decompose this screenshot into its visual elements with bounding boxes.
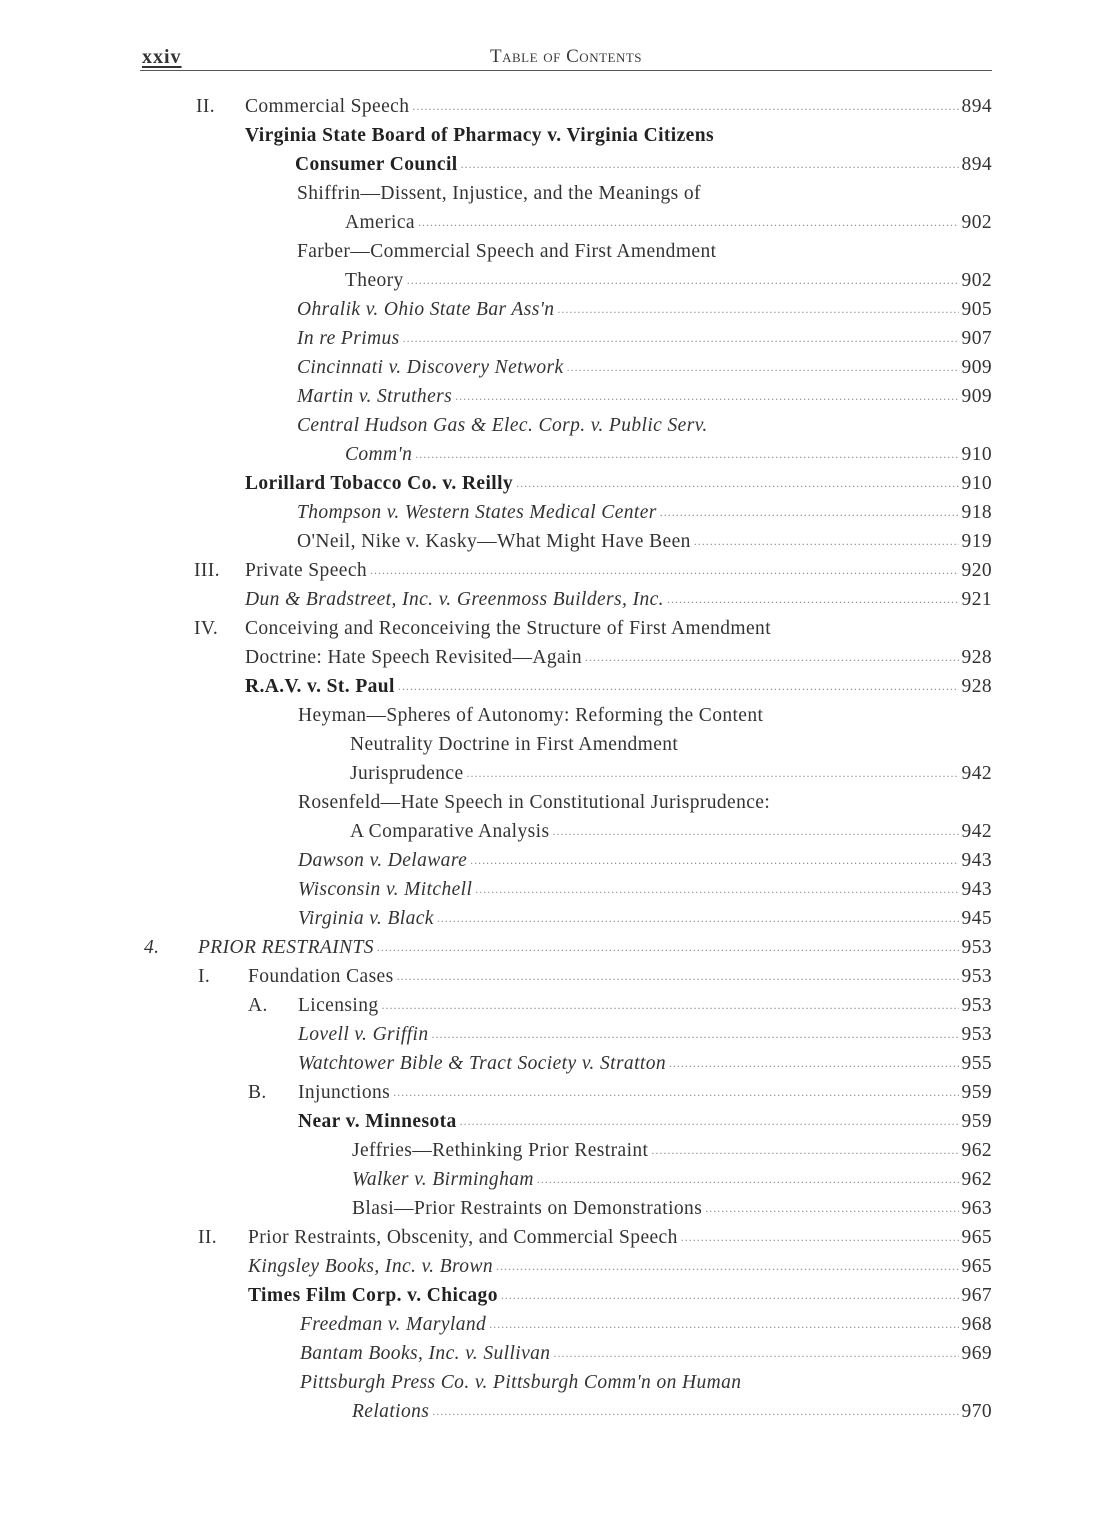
page-header bbox=[140, 42, 992, 72]
toc-entry-page: 965 bbox=[961, 1227, 992, 1248]
toc-entry-title: Lorillard Tobacco Co. v. Reilly bbox=[245, 473, 514, 494]
toc-entry-page: 918 bbox=[961, 502, 992, 523]
toc-entry-title: Doctrine: Hate Speech Revisited—Again bbox=[245, 647, 582, 668]
toc-entry-page: 959 bbox=[961, 1082, 992, 1103]
toc-entry bbox=[0, 498, 1120, 527]
dot-leader bbox=[461, 150, 959, 179]
toc-entry-page: 943 bbox=[961, 879, 992, 900]
toc-entry-number: II. bbox=[198, 1227, 218, 1248]
toc-entry-title: Consumer Council bbox=[295, 154, 458, 175]
toc-entry bbox=[0, 817, 1120, 846]
toc-entry-title: Jurisprudence bbox=[350, 763, 464, 784]
dot-leader bbox=[585, 643, 959, 672]
dot-leader bbox=[370, 556, 959, 585]
toc-entry bbox=[0, 701, 1120, 730]
toc-entry bbox=[0, 527, 1120, 556]
toc-entry bbox=[0, 556, 1120, 585]
toc-entry-title: R.A.V. v. St. Paul bbox=[245, 676, 395, 697]
toc-entry bbox=[0, 469, 1120, 498]
toc-entry-page: 942 bbox=[961, 821, 992, 842]
toc-entry-page: 953 bbox=[961, 1024, 992, 1045]
toc-entry-number: IV. bbox=[194, 618, 219, 639]
toc-entry-page: 953 bbox=[961, 995, 992, 1016]
toc-entry-title: Prior Restraints, Obscenity, and Commercial Speech bbox=[248, 1227, 678, 1248]
toc-entry bbox=[0, 1049, 1120, 1078]
toc-entry bbox=[0, 237, 1120, 266]
toc-entry-page: 907 bbox=[961, 328, 992, 349]
dot-leader bbox=[407, 266, 959, 295]
dot-leader bbox=[667, 585, 959, 614]
toc-entry-page: 910 bbox=[961, 444, 992, 465]
dot-leader bbox=[567, 353, 959, 382]
toc-entry bbox=[0, 1368, 1120, 1397]
dot-leader bbox=[557, 295, 958, 324]
dot-leader bbox=[660, 498, 959, 527]
toc-entry bbox=[0, 962, 1120, 991]
toc-entry-title: O'Neil, Nike v. Kasky—What Might Have Been bbox=[297, 531, 691, 552]
dot-leader bbox=[694, 527, 959, 556]
dot-leader bbox=[431, 1020, 958, 1049]
toc-entry bbox=[0, 759, 1120, 788]
toc-entry-title: Dun & Bradstreet, Inc. v. Greenmoss Builders, Inc. bbox=[245, 589, 664, 610]
toc-entry-title: Central Hudson Gas & Elec. Corp. v. Public Serv. bbox=[297, 415, 708, 436]
toc-entry-page: 920 bbox=[961, 560, 992, 581]
header-rule bbox=[140, 70, 992, 71]
toc-entry-page: 962 bbox=[961, 1169, 992, 1190]
dot-leader bbox=[552, 817, 958, 846]
toc-entry bbox=[0, 1339, 1120, 1368]
toc-entry bbox=[0, 1136, 1120, 1165]
toc-entry-title: Jeffries—Rethinking Prior Restraint bbox=[352, 1140, 649, 1161]
toc-entry-title: Shiffrin—Dissent, Injustice, and the Meanings of bbox=[297, 183, 701, 204]
toc-entry-title: Injunctions bbox=[298, 1082, 391, 1103]
toc-entry-title: Private Speech bbox=[245, 560, 368, 581]
toc-entry-page: 909 bbox=[961, 357, 992, 378]
dot-leader bbox=[516, 469, 958, 498]
toc-entry-page: 953 bbox=[961, 966, 992, 987]
toc-entry-title: Wisconsin v. Mitchell bbox=[298, 879, 473, 900]
toc-entry-page: 905 bbox=[961, 299, 992, 320]
toc-entry-title: Dawson v. Delaware bbox=[298, 850, 468, 871]
toc-entry-title: Virginia State Board of Pharmacy v. Virginia Citizens bbox=[245, 125, 714, 146]
toc-entry bbox=[0, 121, 1120, 150]
toc-entry-title: Comm'n bbox=[345, 444, 413, 465]
toc-entry-page: 902 bbox=[961, 212, 992, 233]
toc-entry-title: Watchtower Bible & Tract Society v. Stratton bbox=[298, 1053, 667, 1074]
toc-entry bbox=[0, 846, 1120, 875]
dot-leader bbox=[382, 991, 959, 1020]
dot-leader bbox=[412, 92, 958, 121]
toc-entry-title: Martin v. Struthers bbox=[297, 386, 453, 407]
toc-entry bbox=[0, 150, 1120, 179]
toc-entry bbox=[0, 1223, 1120, 1252]
toc-entry bbox=[0, 1020, 1120, 1049]
toc-entry-title: In re Primus bbox=[297, 328, 400, 349]
toc-entry bbox=[0, 440, 1120, 469]
toc-entry-number: III. bbox=[194, 560, 220, 581]
toc-entry-page: 909 bbox=[961, 386, 992, 407]
toc-entry bbox=[0, 1397, 1120, 1426]
toc-entry bbox=[0, 585, 1120, 614]
toc-entry-title: PRIOR RESTRAINTS bbox=[198, 937, 374, 958]
dot-leader bbox=[397, 962, 959, 991]
toc-entry-title: Farber—Commercial Speech and First Amendment bbox=[297, 241, 717, 262]
toc-entry-page: 962 bbox=[961, 1140, 992, 1161]
toc-entry-number: I. bbox=[198, 966, 211, 987]
dot-leader bbox=[393, 1078, 958, 1107]
toc-entry bbox=[0, 1165, 1120, 1194]
toc-entry-page: 963 bbox=[961, 1198, 992, 1219]
dot-leader bbox=[418, 208, 959, 237]
toc-entry-page: 921 bbox=[961, 589, 992, 610]
toc-entry-title: Bantam Books, Inc. v. Sullivan bbox=[300, 1343, 551, 1364]
toc-entry bbox=[0, 788, 1120, 817]
toc-entry bbox=[0, 730, 1120, 759]
dot-leader bbox=[470, 846, 958, 875]
toc-entry bbox=[0, 643, 1120, 672]
toc-entry bbox=[0, 382, 1120, 411]
toc-entry-page: 894 bbox=[961, 96, 992, 117]
toc-entry-page: 919 bbox=[961, 531, 992, 552]
toc-entry-page: 928 bbox=[961, 676, 992, 697]
toc-entry bbox=[0, 672, 1120, 701]
toc-entry-title: Pittsburgh Press Co. v. Pittsburgh Comm'n on Human bbox=[300, 1372, 742, 1393]
dot-leader bbox=[537, 1165, 959, 1194]
dot-leader bbox=[553, 1339, 958, 1368]
dot-leader bbox=[455, 382, 958, 411]
toc-entry-page: 968 bbox=[961, 1314, 992, 1335]
toc-entry-page: 959 bbox=[961, 1111, 992, 1132]
dot-leader bbox=[705, 1194, 958, 1223]
toc-entry-title: Licensing bbox=[298, 995, 379, 1016]
toc-entry-title: Heyman—Spheres of Autonomy: Reforming the Content bbox=[298, 705, 764, 726]
toc-entry-title: Conceiving and Reconceiving the Structure of First Amendment bbox=[245, 618, 772, 639]
toc-entry-title: Lovell v. Griffin bbox=[298, 1024, 429, 1045]
toc-entry bbox=[0, 92, 1120, 121]
dot-leader bbox=[437, 904, 959, 933]
toc-entry-title: Near v. Minnesota bbox=[298, 1111, 457, 1132]
toc-entry bbox=[0, 324, 1120, 353]
toc-entry-page: 965 bbox=[961, 1256, 992, 1277]
toc-entry-title: Ohralik v. Ohio State Bar Ass'n bbox=[297, 299, 555, 320]
toc-entry-title: Kingsley Books, Inc. v. Brown bbox=[248, 1256, 494, 1277]
dot-leader bbox=[398, 672, 959, 701]
toc-entry-page: 942 bbox=[961, 763, 992, 784]
toc-entry bbox=[0, 875, 1120, 904]
toc-entry bbox=[0, 1310, 1120, 1339]
toc-entry-number: A. bbox=[248, 995, 268, 1016]
running-title: Table of Contents bbox=[489, 46, 643, 67]
dot-leader bbox=[415, 440, 958, 469]
toc-entry-page: 970 bbox=[961, 1401, 992, 1422]
toc-entry-title: America bbox=[345, 212, 415, 233]
toc-entry bbox=[0, 904, 1120, 933]
toc-entry bbox=[0, 1194, 1120, 1223]
dot-leader bbox=[403, 324, 959, 353]
toc-entry-title: Neutrality Doctrine in First Amendment bbox=[350, 734, 679, 755]
toc-entry-page: 910 bbox=[961, 473, 992, 494]
toc-entry-title: Walker v. Birmingham bbox=[352, 1169, 534, 1190]
toc-entry-number: 4. bbox=[144, 937, 160, 958]
toc-entry-title: Times Film Corp. v. Chicago bbox=[248, 1285, 498, 1306]
toc-entry bbox=[0, 353, 1120, 382]
toc-entry-title: Theory bbox=[345, 270, 404, 291]
toc-entry bbox=[0, 991, 1120, 1020]
toc-entry-title: Rosenfeld—Hate Speech in Constitutional Jurisprudence: bbox=[298, 792, 771, 813]
toc-entry bbox=[0, 1107, 1120, 1136]
page-number: xxiv bbox=[142, 46, 182, 68]
toc-entry bbox=[0, 614, 1120, 643]
dot-leader bbox=[467, 759, 959, 788]
toc-entry-number: B. bbox=[248, 1082, 267, 1103]
dot-leader bbox=[669, 1049, 959, 1078]
dot-leader bbox=[501, 1281, 959, 1310]
dot-leader bbox=[460, 1107, 959, 1136]
toc-entry-title: Virginia v. Black bbox=[298, 908, 434, 929]
toc-entry-title: A Comparative Analysis bbox=[350, 821, 550, 842]
toc-entry-page: 894 bbox=[961, 154, 992, 175]
toc-entry bbox=[0, 933, 1120, 962]
toc-entry-title: Commercial Speech bbox=[245, 96, 410, 117]
toc-entry-page: 969 bbox=[961, 1343, 992, 1364]
toc-entry-page: 967 bbox=[961, 1285, 992, 1306]
toc-entry bbox=[0, 1078, 1120, 1107]
dot-leader bbox=[432, 1397, 958, 1426]
toc-entry-page: 953 bbox=[961, 937, 992, 958]
toc-entry bbox=[0, 411, 1120, 440]
toc-entry-title: Freedman v. Maryland bbox=[300, 1314, 487, 1335]
toc-entry-page: 945 bbox=[961, 908, 992, 929]
toc-entry bbox=[0, 266, 1120, 295]
toc-entry bbox=[0, 1252, 1120, 1281]
toc-entry-number: II. bbox=[196, 96, 216, 117]
toc-entry-page: 928 bbox=[961, 647, 992, 668]
dot-leader bbox=[651, 1136, 958, 1165]
toc-entry bbox=[0, 1281, 1120, 1310]
toc-entry-title: Foundation Cases bbox=[248, 966, 394, 987]
dot-leader bbox=[489, 1310, 958, 1339]
toc-entry-title: Relations bbox=[352, 1401, 430, 1422]
toc-entry bbox=[0, 179, 1120, 208]
toc-entry-page: 943 bbox=[961, 850, 992, 871]
toc-entry-page: 955 bbox=[961, 1053, 992, 1074]
dot-leader bbox=[496, 1252, 959, 1281]
toc-entry-page: 902 bbox=[961, 270, 992, 291]
dot-leader bbox=[681, 1223, 959, 1252]
toc-entry-title: Blasi—Prior Restraints on Demonstrations bbox=[352, 1198, 703, 1219]
dot-leader bbox=[475, 875, 958, 904]
toc-entry-title: Thompson v. Western States Medical Center bbox=[297, 502, 657, 523]
toc-entry bbox=[0, 295, 1120, 324]
dot-leader bbox=[377, 933, 959, 962]
toc-entry-title: Cincinnati v. Discovery Network bbox=[297, 357, 564, 378]
toc-entry bbox=[0, 208, 1120, 237]
